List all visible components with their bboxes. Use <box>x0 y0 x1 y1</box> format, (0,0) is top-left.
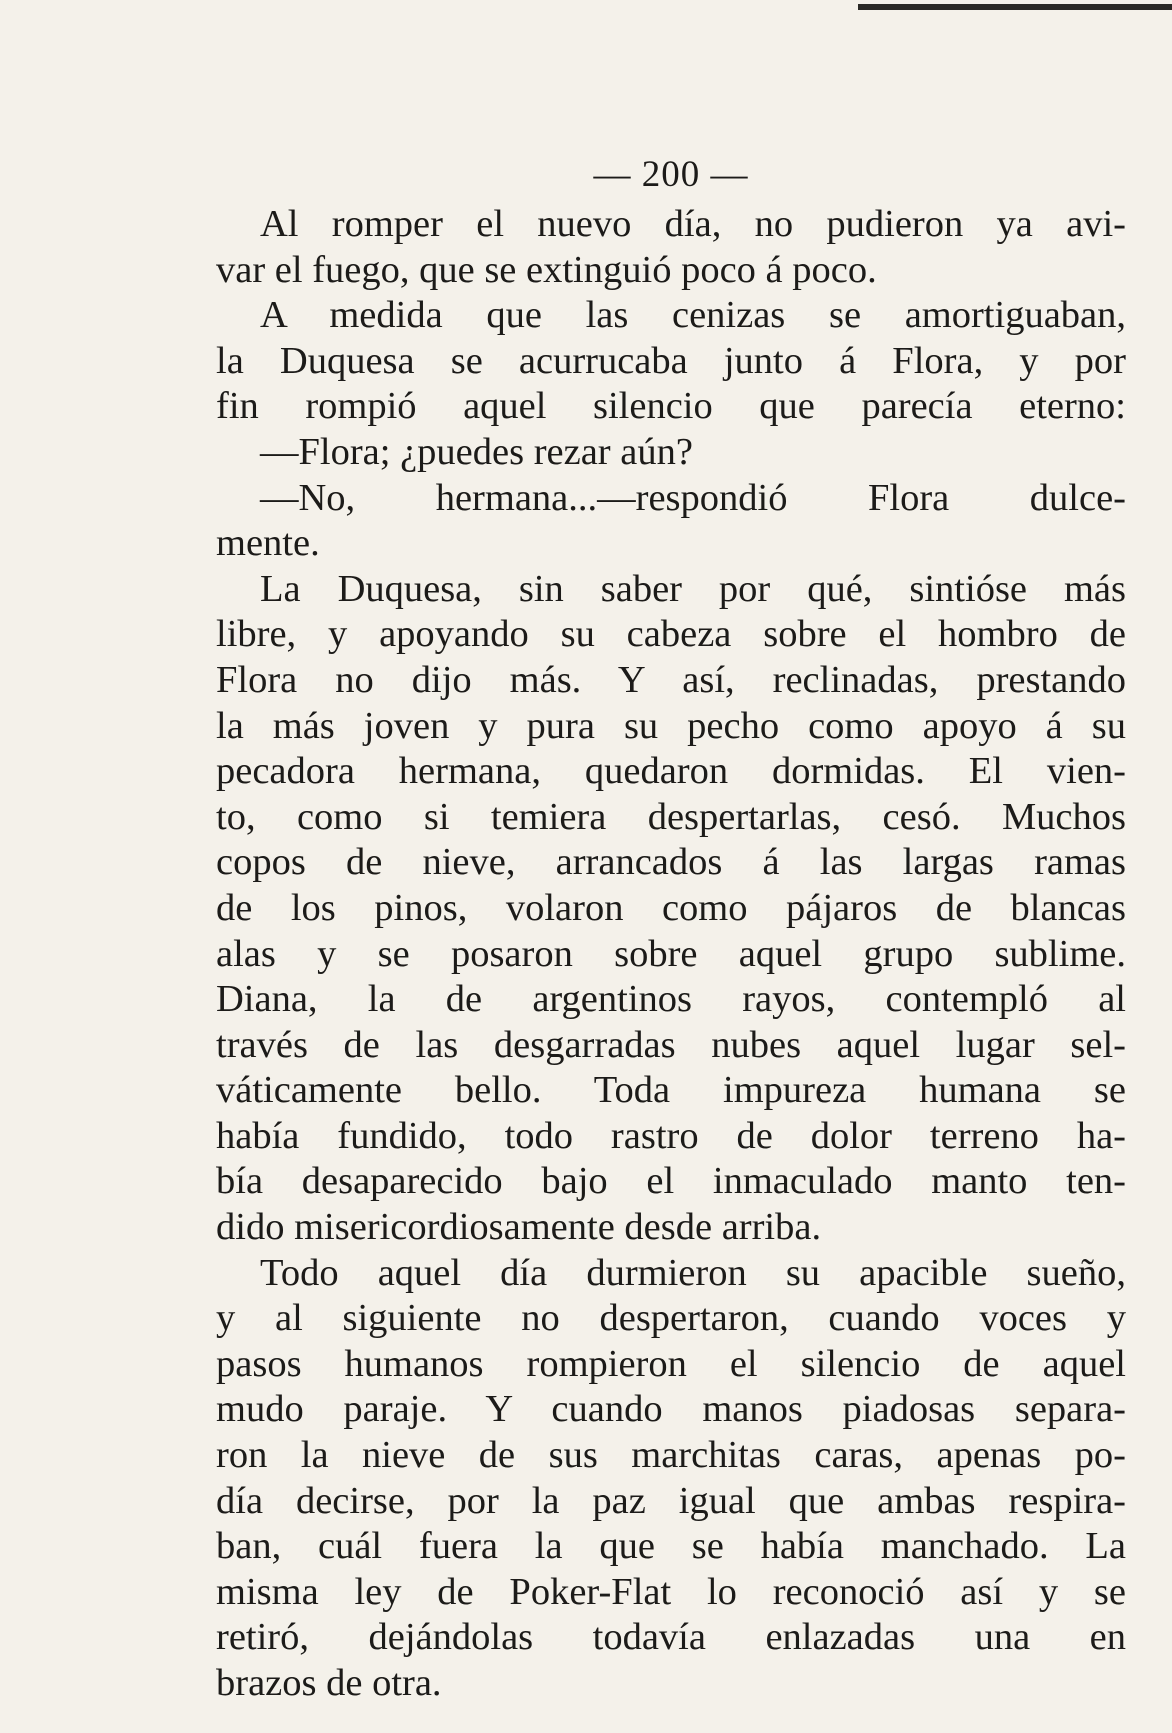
text-line: pasos humanos rompieron el silencio de aquel <box>216 1342 1126 1385</box>
text-line: —Flora; ¿puedes rezar aún? <box>260 430 693 473</box>
text-line: brazos de otra. <box>216 1662 442 1704</box>
text-line: dido misericordiosamente desde arriba. <box>216 1206 822 1249</box>
body-text <box>216 202 1126 1707</box>
text-line: váticamente bello. Toda impureza humana se <box>216 1069 1126 1112</box>
text-line: de los pinos, volaron como pájaros de blancas <box>216 886 1126 929</box>
top-edge-rule <box>858 4 1172 10</box>
text-line: mudo paraje. Y cuando manos piadosas separa- <box>216 1388 1126 1431</box>
text-line: La Duquesa, sin saber por qué, sintióse más <box>260 567 1126 610</box>
text-line: la Duquesa se acurrucaba junto á Flora, y por <box>216 339 1126 382</box>
text-line: ron la nieve de sus marchitas caras, apenas po- <box>216 1434 1126 1477</box>
text-line: misma ley de Poker-Flat lo reconoció así y se <box>216 1570 1126 1613</box>
text-line: Flora no dijo más. Y así, reclinadas, prestando <box>216 658 1126 701</box>
text-line: bía desaparecido bajo el inmaculado manto ten- <box>216 1160 1126 1203</box>
text-line: var el fuego, que se extinguió poco á poco. <box>216 248 877 291</box>
text-line: retiró, dejándolas todavía enlazadas una en <box>216 1616 1126 1659</box>
text-line: alas y se posaron sobre aquel grupo sublime. <box>216 932 1126 975</box>
text-line: había fundido, todo rastro de dolor terreno ha- <box>216 1114 1126 1157</box>
text-line: to, como si temiera despertarlas, cesó. Muchos <box>216 795 1126 838</box>
text-line: día decirse, por la paz igual que ambas respira- <box>216 1479 1126 1522</box>
text-line: ban, cuál fuera la que se había manchado. La <box>216 1525 1126 1568</box>
text-line: —No, hermana...—respondió Flora dulce- <box>260 476 1126 519</box>
text-line: mente. <box>216 522 320 565</box>
page-number: — 200 — <box>593 154 749 195</box>
text-line: la más joven y pura su pecho como apoyo á su <box>216 704 1126 747</box>
text-line: Al romper el nuevo día, no pudieron ya avi- <box>260 203 1126 245</box>
book-page <box>216 150 1126 1707</box>
text-line: libre, y apoyando su cabeza sobre el hombro de <box>216 613 1126 656</box>
text-line: copos de nieve, arrancados á las largas ramas <box>216 841 1126 884</box>
text-line: fin rompió aquel silencio que parecía eterno: <box>216 385 1126 428</box>
text-line: través de las desgarradas nubes aquel lugar sel- <box>216 1023 1126 1066</box>
text-line: y al siguiente no despertaron, cuando voces y <box>216 1297 1126 1340</box>
text-line: pecadora hermana, quedaron dormidas. El vien- <box>216 750 1126 793</box>
text-line: A medida que las cenizas se amortiguaban, <box>260 294 1126 337</box>
text-line: Todo aquel día durmieron su apacible sueño, <box>260 1251 1126 1294</box>
text-line: Diana, la de argentinos rayos, contempló al <box>216 978 1126 1021</box>
